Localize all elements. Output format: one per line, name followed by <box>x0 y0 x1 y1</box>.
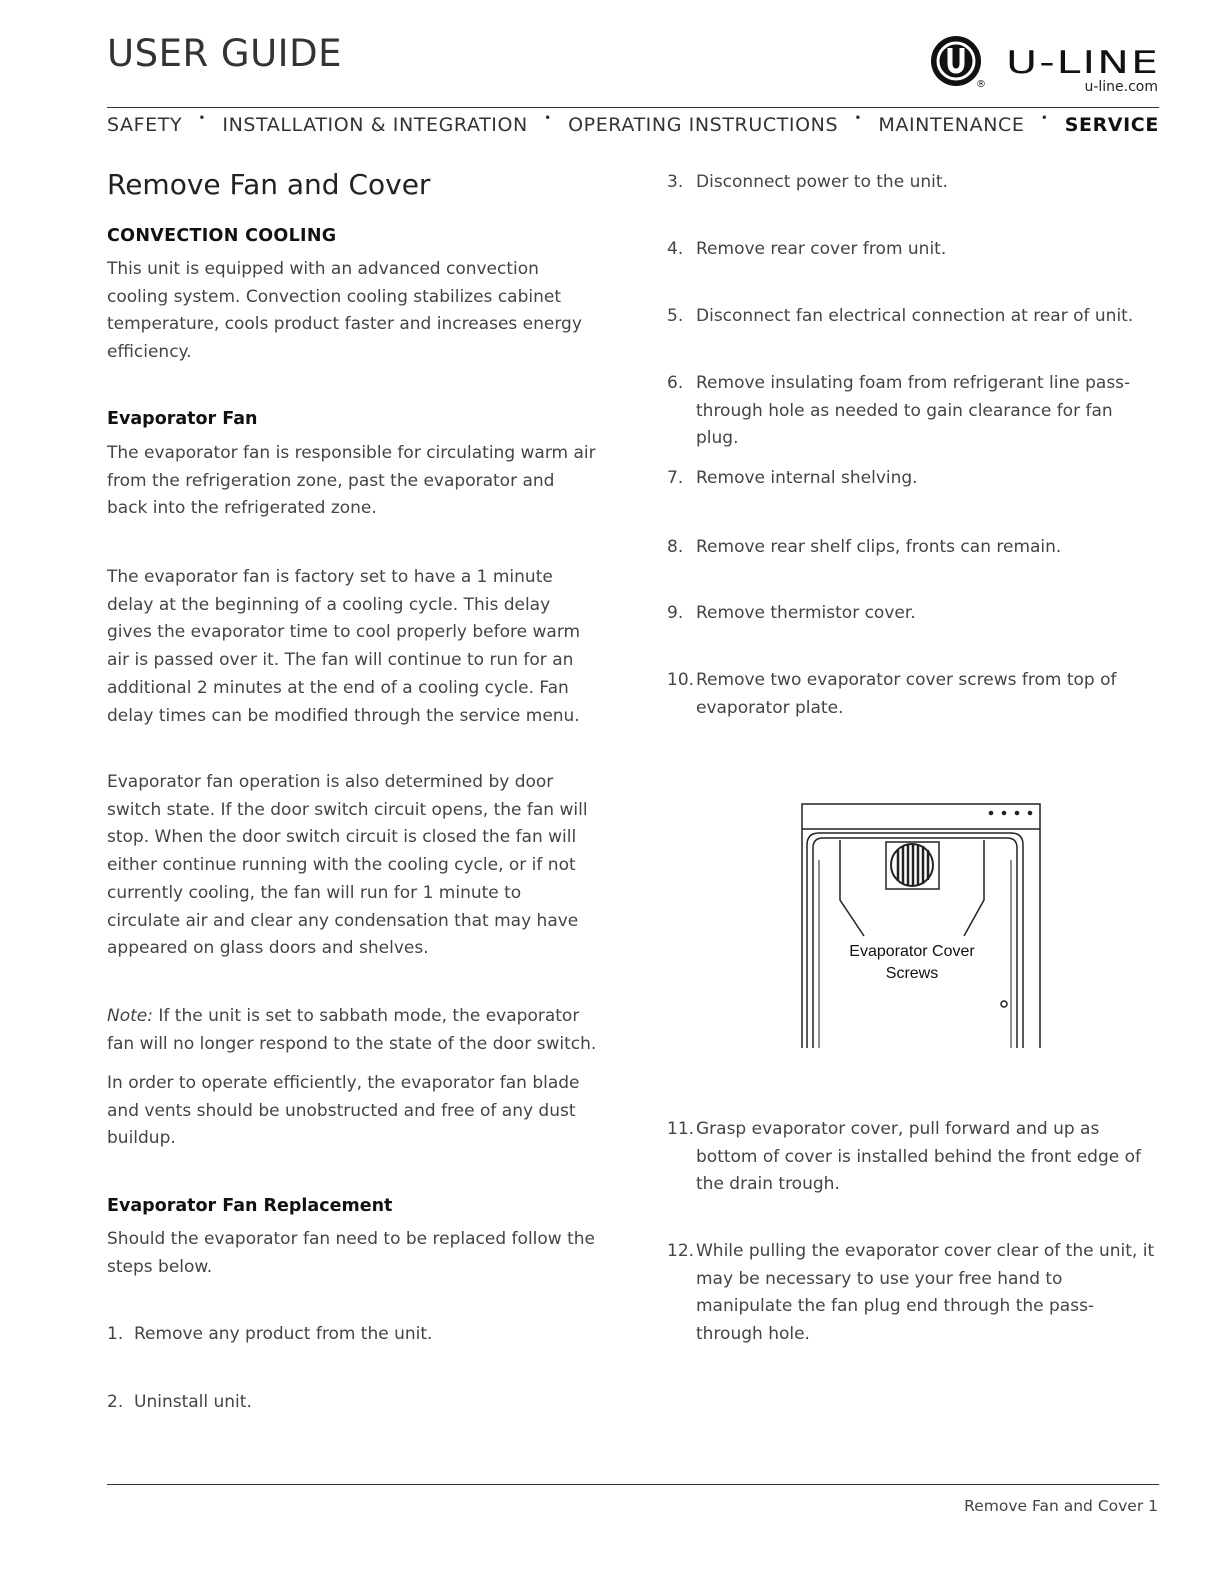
step-item <box>667 303 1159 331</box>
nav-item-maintenance: MAINTENANCE <box>878 114 1025 136</box>
step-number: 12. <box>667 1241 695 1261</box>
step-text: Remove rear cover from unit. <box>696 239 947 259</box>
step-item <box>667 667 1159 722</box>
step-number: 4. <box>667 239 684 259</box>
note-text: If the unit is set to sabbath mode, the evaporator fan will no longer respond to the state of the door switch. <box>107 1006 597 1054</box>
step-number: 11. <box>667 1119 695 1139</box>
step-text: Remove thermistor cover. <box>696 603 916 623</box>
evaporator-fan-paragraph-2: The evaporator fan is factory set to have a 1 minute delay at the beginning of a cooling cycle. This delay gives the evaporator time to cool properly before warm air is passed over it. The fan will continue to run for an additional 2 minutes at the end of a cooling cycle. Fan delay times can be modified through the service menu. <box>107 567 581 726</box>
note-label: Note: <box>107 1006 153 1026</box>
nav-separator: • <box>854 111 863 125</box>
footer-divider <box>107 1484 1159 1485</box>
replacement-heading: Evaporator Fan Replacement <box>107 1196 393 1216</box>
step-item <box>667 236 1159 264</box>
evaporator-fan-paragraph-1: The evaporator fan is responsible for circulating warm air from the refrigeration zone, past the evaporator and back into the refrigerated zone. <box>107 443 596 519</box>
step-text: Remove two evaporator cover screws from top of evaporator plate. <box>696 670 1117 718</box>
evaporator-fan-paragraph-3: Evaporator fan operation is also determined by door switch state. If the door switch circuit opens, the fan will stop. When the door switch circuit is closed the fan will either continue running with the cooling cycle, or if not currently cooling, the fan will run for 1 minute to circulate air and clear any condensation that may have appeared on glass doors and shelves. <box>107 772 588 959</box>
step-number: 2. <box>107 1392 124 1412</box>
section-title: Remove Fan and Cover <box>107 168 431 201</box>
header-divider <box>107 107 1159 108</box>
step-item <box>667 600 1159 628</box>
step-item <box>107 1389 597 1417</box>
evaporator-cover-diagram <box>798 800 1044 1050</box>
replacement-intro: Should the evaporator fan need to be replaced follow the steps below. <box>107 1229 595 1277</box>
diagram-label-line1: Evaporator Cover <box>849 943 975 960</box>
sabbath-note <box>107 1003 597 1058</box>
nav-separator: • <box>1040 111 1049 125</box>
step-text: Remove insulating foam from refrigerant line pass-through hole as needed to gain clearance for fan plug. <box>696 373 1131 449</box>
step-text: While pulling the evaporator cover clear of the unit, it may be necessary to use your free hand to manipulate the fan plug end through the pass-through hole. <box>696 1241 1155 1345</box>
nav-separator: • <box>198 111 207 125</box>
diagram-label-line2: Screws <box>885 965 939 982</box>
step-number: 1. <box>107 1324 124 1344</box>
step-text: Uninstall unit. <box>134 1392 252 1412</box>
step-item <box>667 465 1159 493</box>
step-text: Remove rear shelf clips, fronts can remain. <box>696 537 1062 557</box>
step-text: Disconnect fan electrical connection at rear of unit. <box>696 306 1134 326</box>
step-number: 10. <box>667 670 695 690</box>
nav-item-safety: SAFETY <box>107 114 183 136</box>
evaporator-fan-heading: Evaporator Fan <box>107 409 258 429</box>
nav-separator: • <box>544 111 552 125</box>
step-text: Remove internal shelving. <box>696 468 918 488</box>
step-item <box>667 370 1159 453</box>
nav-item-operating: OPERATING INSTRUCTIONS <box>568 114 839 136</box>
page-footer-label: Remove Fan and Cover 1 <box>964 1497 1158 1515</box>
step-number: 7. <box>667 468 684 488</box>
nav-item-installation: INSTALLATION & INTEGRATION <box>222 114 528 136</box>
section-nav <box>107 111 1159 136</box>
step-text: Grasp evaporator cover, pull forward and up as bottom of cover is installed behind the front edge of the drain trough. <box>696 1119 1142 1195</box>
step-number: 5. <box>667 306 684 326</box>
step-item <box>667 169 1159 197</box>
convection-heading: CONVECTION COOLING <box>107 226 337 246</box>
step-item <box>107 1321 597 1349</box>
step-number: 3. <box>667 172 684 192</box>
step-item <box>667 534 1159 562</box>
brand-url: u-line.com <box>1084 79 1158 95</box>
brand-wordmark: U-LINE <box>1006 45 1160 81</box>
step-item <box>667 1116 1159 1199</box>
step-text: Disconnect power to the unit. <box>696 172 948 192</box>
step-number: 8. <box>667 537 684 557</box>
step-number: 6. <box>667 373 684 393</box>
convection-body: This unit is equipped with an advanced convection cooling system. Convection cooling stabilizes cabinet temperature, cools product faster and increases energy efficiency. <box>107 259 582 363</box>
registered-mark: ® <box>976 79 986 90</box>
nav-item-service: SERVICE <box>1064 114 1159 136</box>
step-number: 9. <box>667 603 684 623</box>
step-item <box>667 1238 1159 1349</box>
doc-title: USER GUIDE <box>107 32 342 75</box>
evaporator-fan-paragraph-4: In order to operate efficiently, the evaporator fan blade and vents should be unobstructed and free of any dust buildup. <box>107 1073 580 1149</box>
step-text: Remove any product from the unit. <box>134 1324 433 1344</box>
